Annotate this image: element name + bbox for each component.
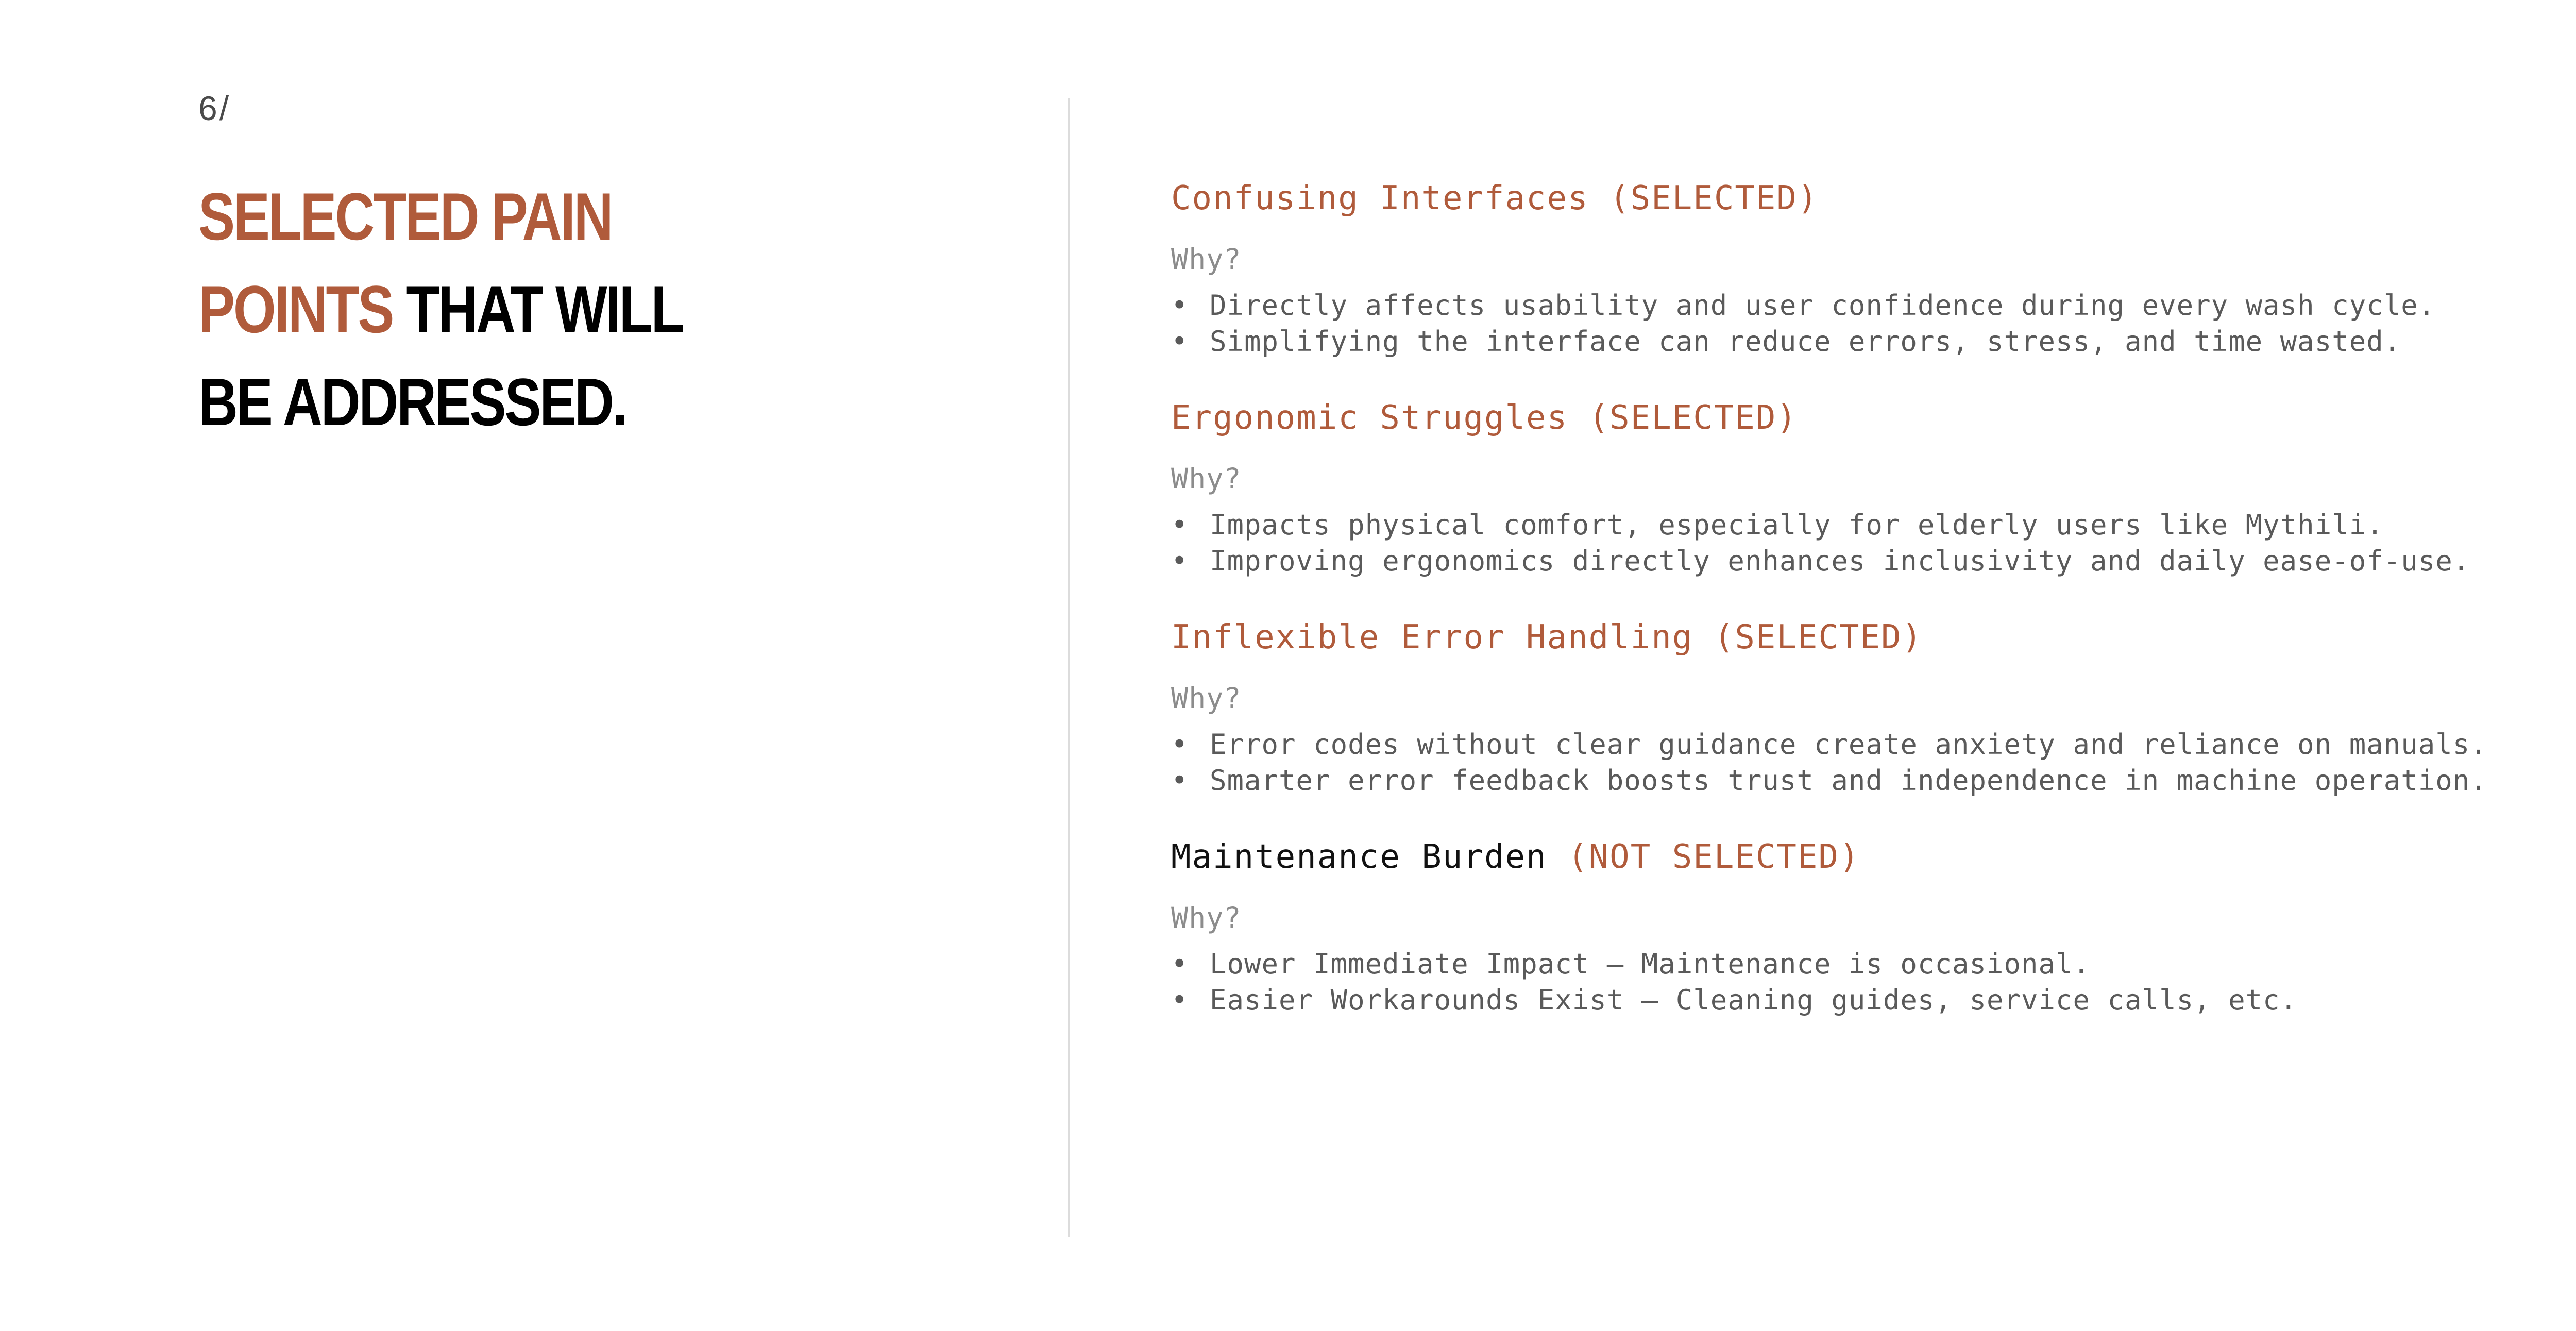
section-title: Confusing Interfaces (SELECTED) bbox=[1171, 179, 1819, 217]
bullet-list bbox=[1171, 507, 2511, 579]
bullet-list bbox=[1171, 727, 2511, 799]
why-label: Why? bbox=[1171, 462, 1242, 495]
list-item: • Easier Workarounds Exist – Cleaning guides, service calls, etc. bbox=[1171, 982, 2511, 1018]
title-line2-rest: THAT WILL bbox=[393, 272, 683, 347]
section-title: Ergonomic Struggles (SELECTED) bbox=[1171, 399, 1798, 437]
section-inflexible-error-handling bbox=[1171, 614, 2511, 799]
section-title: Inflexible Error Handling (SELECTED) bbox=[1171, 618, 1923, 656]
list-item: • Smarter error feedback boosts trust and independence in machine operation. bbox=[1171, 763, 2511, 799]
why-label: Why? bbox=[1171, 901, 1242, 934]
page-number: 6/ bbox=[198, 89, 231, 127]
list-item: • Lower Immediate Impact – Maintenance is occasional. bbox=[1171, 946, 2511, 982]
title-line1-accent: SELECTED PAIN bbox=[198, 179, 612, 254]
list-item: • Error codes without clear guidance create anxiety and reliance on manuals. bbox=[1171, 727, 2511, 763]
list-item: • Simplifying the interface can reduce errors, stress, and time wasted. bbox=[1171, 324, 2511, 360]
bullet-list bbox=[1171, 288, 2511, 360]
vertical-divider bbox=[1068, 98, 1070, 1237]
section-maintenance-burden bbox=[1171, 834, 2511, 1018]
section-ergonomic-struggles bbox=[1171, 395, 2511, 579]
list-item: • Impacts physical comfort, especially for elderly users like Mythili. bbox=[1171, 507, 2511, 543]
list-item: • Improving ergonomics directly enhances inclusivity and daily ease-of-use. bbox=[1171, 543, 2511, 579]
title-line3: BE ADDRESSED. bbox=[198, 364, 626, 440]
pain-points-list bbox=[1171, 175, 2511, 1053]
title-line2-accent: POINTS bbox=[198, 272, 393, 347]
bullet-list bbox=[1171, 946, 2511, 1018]
section-confusing-interfaces bbox=[1171, 175, 2511, 360]
why-label: Why? bbox=[1171, 682, 1242, 715]
why-label: Why? bbox=[1171, 243, 1242, 276]
section-title-status: (NOT SELECTED) bbox=[1547, 838, 1860, 876]
page-title bbox=[198, 170, 790, 448]
section-title bbox=[1171, 834, 2511, 880]
list-item: • Directly affects usability and user confidence during every wash cycle. bbox=[1171, 288, 2511, 324]
section-title-name: Maintenance Burden bbox=[1171, 838, 1547, 876]
